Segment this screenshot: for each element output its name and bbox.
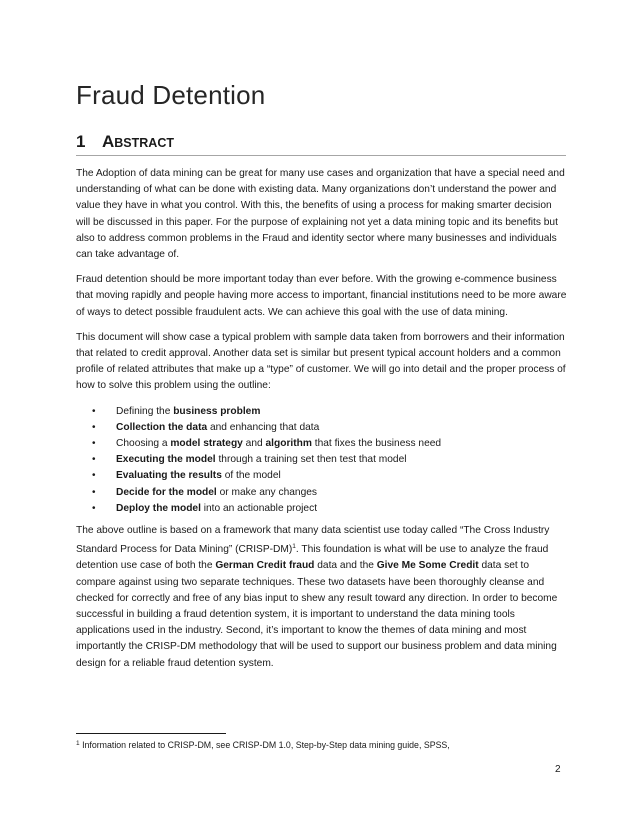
section-heading-rest: BSTRACT bbox=[114, 136, 174, 150]
paragraph-document-overview: This document will show case a typical problem with sample data taken from borrowers and their information that related to credit approval. Another data set is similar but present typical account holders and a common profile of related attributes that make up a “type” of customer. We will go into detail and the proper process of how to solve this problem using the outline: bbox=[76, 331, 566, 392]
section-heading bbox=[76, 132, 566, 156]
list-item: • Evaluating the results of the model bbox=[76, 468, 568, 484]
footnote-text: Information related to CRISP-DM, see CRISP-DM 1.0, Step-by-Step data mining guide, SPSS, bbox=[79, 740, 450, 750]
bullet-icon: • bbox=[92, 502, 96, 514]
list-item: • Collection the data and enhancing that data bbox=[76, 420, 568, 436]
bullet-icon: • bbox=[92, 470, 96, 482]
abstract-body bbox=[76, 166, 568, 681]
footnote-reference[interactable]: 1 bbox=[292, 543, 296, 551]
list-item: • Deploy the model into an actionable project bbox=[76, 501, 568, 517]
bullet-icon: • bbox=[92, 486, 96, 498]
page-number: 2 bbox=[555, 764, 561, 775]
footnote-marker: 1 bbox=[76, 740, 80, 747]
list-item: • Defining the business problem bbox=[76, 404, 568, 420]
paragraph-adoption: The Adoption of data mining can be great for many use cases and organization that have a special need and understanding of what can be done with existing data. Many organizations don’t understand the power and value they have in what you control. With this, the benefits of using a process for making smarter decision will be discussed in this paper. For the purpose of explaining not yet a data mining topic and its benefits but also to address common problems in the Fraud and identity sector where many businesses and individuals can take advantage of. bbox=[76, 168, 565, 261]
document-title: Fraud Detention bbox=[76, 80, 266, 110]
bullet-icon: • bbox=[92, 405, 96, 417]
outline-list bbox=[76, 404, 568, 517]
bullet-icon: • bbox=[92, 438, 96, 450]
paragraph-fraud-detention: Fraud detention should be more important today than ever before. With the growing e-commence business that moving rapidly and people having more access to important, financial institutions need to be more aware of ways to detect possible fraudulent acts. We can achieve this goal with the use of data mining. bbox=[76, 274, 567, 318]
footnote-separator bbox=[76, 733, 226, 734]
list-item: • Choosing a model strategy and algorithm that fixes the business need bbox=[76, 436, 568, 452]
list-item: • Decide for the model or make any changes bbox=[76, 485, 568, 501]
section-heading-initial: A bbox=[102, 132, 115, 151]
section-number: 1 bbox=[76, 132, 86, 151]
bullet-icon: • bbox=[92, 421, 96, 433]
list-item: • Executing the model through a training set then test that model bbox=[76, 452, 568, 468]
footnote bbox=[76, 738, 450, 751]
paragraph-crisp-dm: The above outline is based on a framework that many data scientist use today called “The Cross Industry Standard Process for Data Mining” (CRISP-DM)$^1$. This foundation is what will be use to analyze the fraud detention use case of both the German Credit fraud data and the Give Me Some Credit data set to compare against using two separate techniques. These two datasets have been thoroughly cleanse and checked for correctly and free of any bias input to shew any result toward any direction. In order to become successful in building a fraud detention system, it is important to understand the data mining tools applications used in the industry. Second, it’s important to know the themes of data mining and most importantly the CRISP-DM methodology that will be used to support our business problem and data mining design for a reliable fraud detention system. bbox=[76, 524, 558, 669]
bullet-icon: • bbox=[92, 454, 96, 466]
